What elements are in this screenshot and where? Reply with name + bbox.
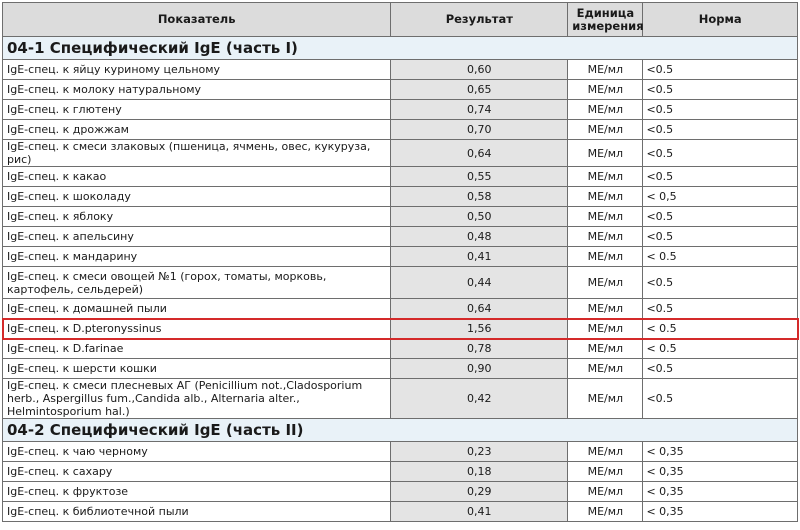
norm-cell: < 0,35 [643,462,798,482]
unit-cell: МЕ/мл [568,299,643,319]
result-cell: 0,60 [391,60,568,80]
table-row [3,502,798,522]
table-row [3,379,798,419]
norm-cell: < 0.5 [643,319,798,339]
unit-cell: МЕ/мл [568,140,643,167]
unit-cell: МЕ/мл [568,227,643,247]
unit-cell: МЕ/мл [568,359,643,379]
norm-cell: < 0,5 [643,187,798,207]
table-row [3,339,798,359]
result-cell: 0,64 [391,299,568,319]
unit-cell: МЕ/мл [568,80,643,100]
indicator-cell: IgE-спец. к смеси плесневых АГ (Penicillium not.,Cladosporium herb., Aspergillus fum.,Candida alb., Alternaria alter., Helmintosporium hal.) [3,379,391,419]
norm-cell: <0.5 [643,140,798,167]
table-row [3,359,798,379]
header-indicator: Показатель [3,3,391,37]
table-row [3,100,798,120]
unit-cell: МЕ/мл [568,120,643,140]
table-row [3,207,798,227]
table-row [3,140,798,167]
norm-cell: <0.5 [643,80,798,100]
unit-cell: МЕ/мл [568,100,643,120]
indicator-cell: IgE-спец. к молоку натуральному [3,80,391,100]
result-cell: 0,41 [391,247,568,267]
header-norm: Норма [643,3,798,37]
unit-cell: МЕ/мл [568,267,643,299]
table-header [3,3,798,37]
result-cell: 0,55 [391,167,568,187]
indicator-cell: IgE-спец. к чаю черному [3,442,391,462]
result-cell: 0,64 [391,140,568,167]
unit-cell: МЕ/мл [568,442,643,462]
indicator-cell: IgE-спец. к сахару [3,462,391,482]
result-cell: 0,58 [391,187,568,207]
table-row [3,267,798,299]
unit-cell: МЕ/мл [568,207,643,227]
unit-cell: МЕ/мл [568,482,643,502]
norm-cell: <0.5 [643,299,798,319]
result-cell: 0,70 [391,120,568,140]
results-report [2,2,798,522]
unit-cell: МЕ/мл [568,319,643,339]
result-cell: 0,74 [391,100,568,120]
result-cell: 0,78 [391,339,568,359]
norm-cell: < 0,35 [643,482,798,502]
table-row [3,299,798,319]
unit-cell: МЕ/мл [568,167,643,187]
norm-cell: <0.5 [643,267,798,299]
result-cell: 0,18 [391,462,568,482]
table-row [3,319,798,339]
table-row [3,80,798,100]
norm-cell: <0.5 [643,207,798,227]
result-cell: 0,65 [391,80,568,100]
unit-cell: МЕ/мл [568,187,643,207]
table-row [3,187,798,207]
indicator-cell: IgE-спец. к шерсти кошки [3,359,391,379]
table-row [3,120,798,140]
norm-cell: <0.5 [643,379,798,419]
norm-cell: <0.5 [643,359,798,379]
indicator-cell: IgE-спец. к глютену [3,100,391,120]
table-row [3,247,798,267]
result-cell: 0,90 [391,359,568,379]
table-row [3,167,798,187]
norm-cell: <0.5 [643,227,798,247]
indicator-cell: IgE-спец. к яйцу куриному цельному [3,60,391,80]
section-header [3,419,798,442]
unit-cell: МЕ/мл [568,379,643,419]
unit-cell: МЕ/мл [568,462,643,482]
norm-cell: <0.5 [643,120,798,140]
indicator-cell: IgE-спец. к домашней пыли [3,299,391,319]
result-cell: 0,29 [391,482,568,502]
unit-cell: МЕ/мл [568,247,643,267]
unit-cell: МЕ/мл [568,502,643,522]
indicator-cell: IgE-спец. к D.farinae [3,339,391,359]
norm-cell: < 0.5 [643,339,798,359]
unit-cell: МЕ/мл [568,339,643,359]
indicator-cell: IgE-спец. к фруктозе [3,482,391,502]
header-unit: Единица измерения [568,3,643,37]
table-row [3,60,798,80]
norm-cell: <0.5 [643,60,798,80]
norm-cell: < 0.5 [643,247,798,267]
indicator-cell: IgE-спец. к смеси овощей №1 (горох, томаты, морковь, картофель, сельдерей) [3,267,391,299]
norm-cell: <0.5 [643,167,798,187]
header-result: Результат [391,3,568,37]
result-cell: 1,56 [391,319,568,339]
indicator-cell: IgE-спец. к какао [3,167,391,187]
indicator-cell: IgE-спец. к D.pteronyssinus [3,319,391,339]
norm-cell: < 0,35 [643,502,798,522]
norm-cell: <0.5 [643,100,798,120]
table-row [3,482,798,502]
indicator-cell: IgE-спец. к дрожжам [3,120,391,140]
table-row [3,442,798,462]
result-cell: 0,50 [391,207,568,227]
table-row [3,462,798,482]
indicator-cell: IgE-спец. к мандарину [3,247,391,267]
result-cell: 0,42 [391,379,568,419]
unit-cell: МЕ/мл [568,60,643,80]
indicator-cell: IgE-спец. к шоколаду [3,187,391,207]
norm-cell: < 0,35 [643,442,798,462]
section-title: 04-1 Специфический IgE (часть I) [3,37,798,60]
result-cell: 0,41 [391,502,568,522]
table-row [3,227,798,247]
section-header [3,37,798,60]
result-cell: 0,48 [391,227,568,247]
indicator-cell: IgE-спец. к апельсину [3,227,391,247]
result-cell: 0,44 [391,267,568,299]
indicator-cell: IgE-спец. к библиотечной пыли [3,502,391,522]
indicator-cell: IgE-спец. к яблоку [3,207,391,227]
indicator-cell: IgE-спец. к смеси злаковых (пшеница, ячмень, овес, кукуруза, рис) [3,140,391,167]
result-cell: 0,23 [391,442,568,462]
section-title: 04-2 Специфический IgE (часть II) [3,419,798,442]
results-table [2,2,798,522]
